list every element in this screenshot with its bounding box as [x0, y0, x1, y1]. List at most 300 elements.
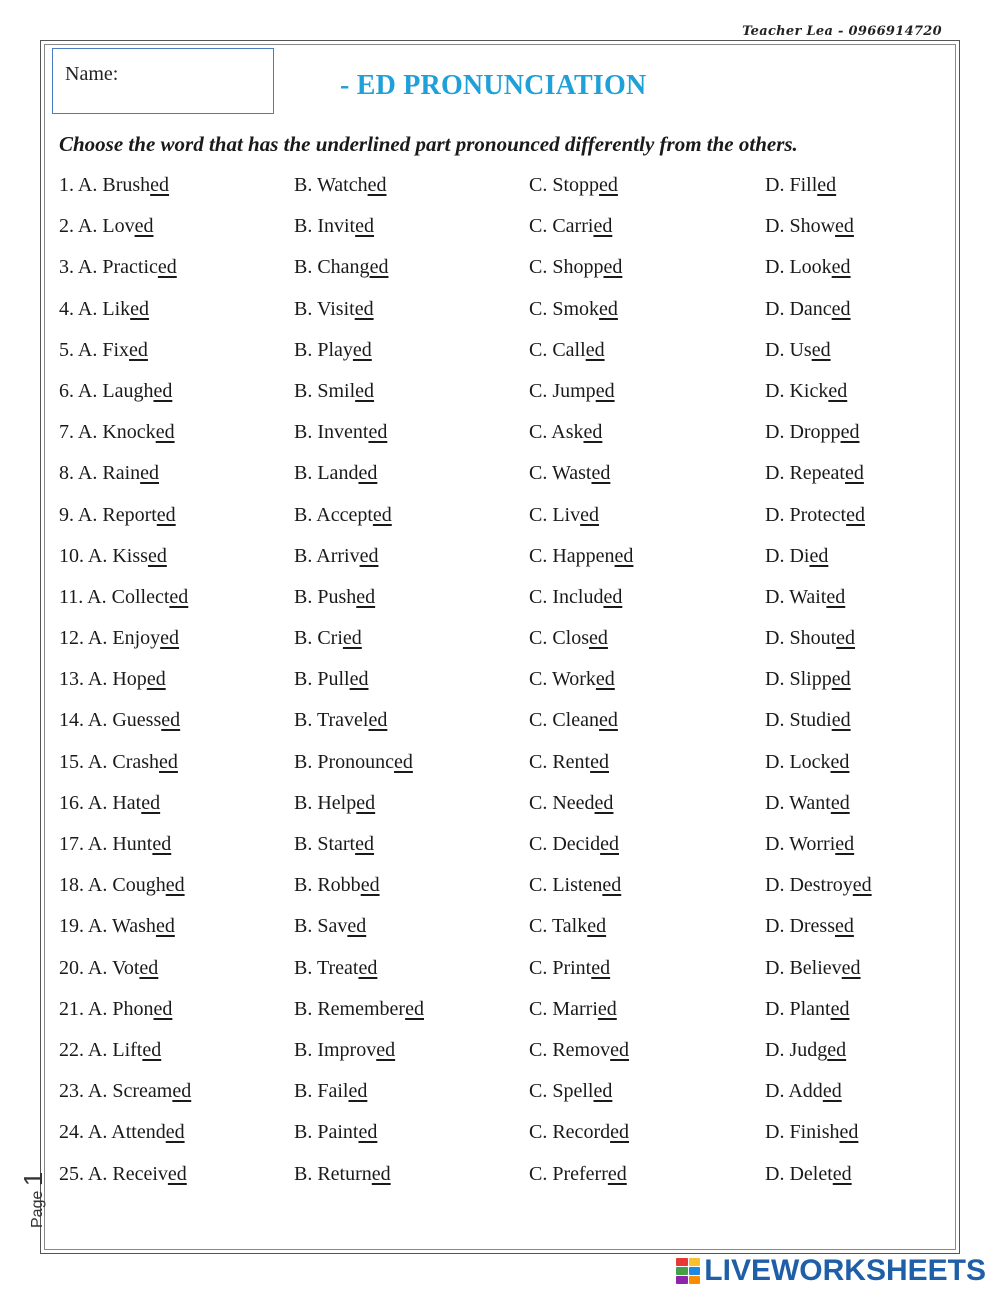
- option-d[interactable]: [765, 1039, 846, 1062]
- option-b[interactable]: [294, 545, 378, 568]
- option-letter: C.: [529, 627, 548, 650]
- option-a[interactable]: [59, 174, 169, 197]
- option-letter: C.: [529, 174, 548, 196]
- option-underlined-suffix: ed: [160, 627, 180, 650]
- option-letter: C.: [529, 1121, 548, 1144]
- option-letter: B.: [294, 503, 313, 526]
- option-letter: D.: [765, 1038, 785, 1061]
- option-letter: A.: [87, 874, 108, 897]
- option-word-stem: Pull: [317, 668, 350, 691]
- option-d[interactable]: [765, 668, 851, 691]
- option-letter: C.: [529, 833, 548, 855]
- option-underlined-suffix: ed: [150, 174, 170, 196]
- option-c[interactable]: [529, 792, 613, 815]
- option-word-stem: Sav: [317, 915, 348, 938]
- question-number: 24.: [59, 1121, 84, 1144]
- option-word-stem: Report: [102, 503, 157, 526]
- option-d[interactable]: [765, 1121, 858, 1144]
- option-letter: D.: [765, 215, 785, 238]
- option-c[interactable]: [529, 915, 606, 938]
- option-c[interactable]: [529, 957, 610, 980]
- option-b[interactable]: [294, 1163, 391, 1186]
- option-d[interactable]: [765, 1080, 842, 1103]
- option-c[interactable]: [529, 668, 615, 691]
- option-word-stem: Invent: [317, 421, 369, 444]
- option-word-stem: Delet: [789, 1162, 833, 1185]
- option-d[interactable]: [765, 256, 851, 279]
- option-letter: B.: [294, 750, 313, 773]
- option-c[interactable]: [529, 504, 599, 527]
- option-a[interactable]: [59, 627, 179, 650]
- option-word-stem: Robb: [317, 874, 361, 897]
- option-underlined-suffix: ed: [610, 1121, 629, 1144]
- option-word-stem: Decid: [552, 833, 601, 855]
- option-d[interactable]: [765, 751, 849, 774]
- option-d[interactable]: [765, 380, 847, 403]
- option-a[interactable]: [59, 462, 159, 485]
- option-word-stem: Add: [788, 1080, 823, 1103]
- option-word-stem: Improv: [317, 1038, 377, 1061]
- option-underlined-suffix: ed: [156, 503, 176, 526]
- option-letter: C.: [529, 585, 548, 608]
- option-word-stem: Receiv: [112, 1162, 168, 1185]
- option-word-stem: Shout: [789, 627, 837, 650]
- option-underlined-suffix: ed: [607, 1162, 627, 1185]
- option-b[interactable]: [294, 1080, 367, 1103]
- option-underlined-suffix: ed: [822, 1080, 842, 1103]
- option-letter: C.: [529, 503, 548, 526]
- option-word-stem: Guess: [112, 709, 162, 732]
- option-word-stem: Return: [317, 1162, 372, 1185]
- option-underlined-suffix: ed: [139, 956, 159, 979]
- option-letter: C.: [529, 338, 548, 361]
- question-number: 19.: [59, 915, 84, 938]
- option-word-stem: Lov: [102, 215, 135, 238]
- question-number: 1.: [59, 174, 74, 196]
- option-letter: D.: [765, 874, 785, 897]
- question-number: 23.: [59, 1080, 84, 1103]
- option-word-stem: Accept: [316, 503, 373, 526]
- question-row: [59, 462, 939, 503]
- option-b[interactable]: [294, 627, 362, 650]
- option-underlined-suffix: ed: [852, 874, 872, 897]
- option-c[interactable]: [529, 998, 617, 1021]
- option-underlined-suffix: ed: [356, 585, 376, 608]
- option-a[interactable]: [59, 545, 167, 568]
- option-b[interactable]: [294, 1039, 395, 1062]
- option-word-stem: Stopp: [552, 174, 600, 196]
- option-b[interactable]: [294, 256, 388, 279]
- option-letter: B.: [294, 1121, 313, 1144]
- option-underlined-suffix: ed: [589, 627, 608, 650]
- option-underlined-suffix: ed: [358, 1121, 378, 1144]
- option-word-stem: Wash: [112, 915, 156, 938]
- option-word-stem: Includ: [552, 585, 604, 608]
- question-row: [59, 627, 939, 668]
- option-c[interactable]: [529, 1163, 627, 1186]
- question-number: 17.: [59, 833, 84, 855]
- option-underlined-suffix: ed: [599, 709, 618, 732]
- option-underlined-suffix: ed: [159, 750, 178, 773]
- option-letter: B.: [294, 174, 313, 196]
- option-word-stem: Remember: [317, 997, 406, 1020]
- option-letter: C.: [529, 256, 548, 279]
- question-number: 18.: [59, 874, 84, 897]
- option-underlined-suffix: ed: [831, 256, 851, 279]
- option-word-stem: Visit: [316, 297, 355, 320]
- option-c[interactable]: [529, 256, 622, 279]
- option-underlined-suffix: ed: [811, 338, 831, 361]
- option-word-stem: Believ: [789, 956, 842, 979]
- option-d[interactable]: [765, 504, 865, 527]
- option-letter: B.: [294, 668, 313, 691]
- question-number: 20.: [59, 956, 84, 979]
- option-word-stem: Smil: [317, 379, 356, 402]
- option-underlined-suffix: ed: [394, 750, 413, 773]
- option-a[interactable]: [59, 1039, 161, 1062]
- option-d[interactable]: [765, 215, 854, 238]
- option-d[interactable]: [765, 421, 859, 444]
- option-word-stem: Hat: [112, 791, 142, 814]
- option-word-stem: Attend: [111, 1121, 166, 1144]
- option-letter: D.: [765, 668, 785, 691]
- option-underlined-suffix: ed: [358, 956, 378, 979]
- option-d[interactable]: [765, 298, 851, 321]
- option-a[interactable]: [59, 1121, 185, 1144]
- option-d[interactable]: [765, 957, 861, 980]
- option-a[interactable]: [59, 833, 171, 856]
- option-b[interactable]: [294, 298, 374, 321]
- option-word-stem: Treat: [316, 956, 359, 979]
- option-word-stem: Phon: [112, 997, 154, 1020]
- option-letter: B.: [294, 709, 313, 732]
- question-row: [59, 751, 939, 792]
- question-row: [59, 215, 939, 256]
- option-c[interactable]: [529, 751, 609, 774]
- name-field-box[interactable]: [52, 48, 274, 114]
- option-underlined-suffix: ed: [830, 750, 850, 773]
- question-row: [59, 1121, 939, 1162]
- option-underlined-suffix: ed: [580, 503, 600, 526]
- option-underlined-suffix: ed: [832, 1162, 852, 1185]
- option-underlined-suffix: ed: [369, 256, 389, 279]
- option-underlined-suffix: ed: [831, 297, 851, 320]
- option-underlined-suffix: ed: [355, 215, 375, 238]
- option-word-stem: Us: [789, 338, 812, 361]
- option-word-stem: Practic: [102, 256, 158, 279]
- option-b[interactable]: [294, 1121, 377, 1144]
- option-underlined-suffix: ed: [352, 338, 372, 361]
- option-letter: C.: [529, 1080, 548, 1103]
- option-underlined-suffix: ed: [169, 585, 189, 608]
- option-d[interactable]: [765, 915, 854, 938]
- option-word-stem: Preferr: [552, 1162, 608, 1185]
- option-word-stem: Finish: [789, 1121, 840, 1144]
- liveworksheets-logo: [676, 1254, 986, 1288]
- option-b[interactable]: [294, 957, 377, 980]
- option-d[interactable]: [765, 709, 851, 732]
- option-underlined-suffix: ed: [839, 1121, 859, 1144]
- question-number: 9.: [59, 503, 74, 526]
- option-letter: B.: [294, 338, 313, 361]
- option-letter: D.: [765, 1080, 785, 1103]
- option-letter: C.: [529, 1162, 548, 1185]
- option-letter: B.: [294, 1038, 313, 1061]
- option-word-stem: Wait: [789, 585, 827, 608]
- question-row: [59, 998, 939, 1039]
- option-word-stem: Talk: [551, 915, 588, 938]
- option-word-stem: Help: [317, 791, 357, 814]
- option-underlined-suffix: ed: [591, 462, 611, 485]
- option-a[interactable]: [59, 256, 177, 279]
- option-a[interactable]: [59, 792, 160, 815]
- option-b[interactable]: [294, 462, 377, 485]
- option-underlined-suffix: ed: [599, 297, 618, 320]
- option-letter: B.: [294, 791, 313, 814]
- option-b[interactable]: [294, 339, 372, 362]
- option-c[interactable]: [529, 1121, 629, 1144]
- option-b[interactable]: [294, 668, 368, 691]
- question-number: 25.: [59, 1162, 84, 1185]
- option-underlined-suffix: ed: [134, 215, 154, 238]
- option-a[interactable]: [59, 339, 148, 362]
- option-c[interactable]: [529, 833, 619, 856]
- option-letter: D.: [765, 462, 785, 485]
- question-row: [59, 256, 939, 297]
- option-word-stem: Clos: [552, 627, 590, 650]
- option-a[interactable]: [59, 1080, 191, 1103]
- option-d[interactable]: [765, 462, 864, 485]
- option-a[interactable]: [59, 998, 172, 1021]
- option-word-stem: Smok: [552, 297, 600, 320]
- option-a[interactable]: [59, 421, 175, 444]
- brand-text: LIVEWORKSHEETS: [704, 1254, 986, 1287]
- option-word-stem: Travel: [316, 709, 369, 732]
- option-underlined-suffix: ed: [597, 997, 617, 1020]
- option-underlined-suffix: ed: [348, 1080, 368, 1103]
- option-b[interactable]: [294, 504, 392, 527]
- option-letter: B.: [294, 544, 313, 567]
- option-letter: D.: [765, 833, 785, 855]
- option-letter: B.: [294, 1080, 313, 1103]
- question-number: 8.: [59, 462, 74, 485]
- option-letter: D.: [765, 709, 785, 732]
- question-row: [59, 298, 939, 339]
- option-c[interactable]: [529, 874, 621, 897]
- option-b[interactable]: [294, 586, 375, 609]
- question-number: 13.: [59, 668, 84, 691]
- option-letter: C.: [529, 874, 548, 897]
- option-letter: D.: [765, 421, 785, 444]
- option-underlined-suffix: ed: [809, 544, 829, 567]
- option-word-stem: Wast: [551, 462, 592, 485]
- option-a[interactable]: [59, 957, 158, 980]
- option-letter: A.: [87, 791, 108, 814]
- option-word-stem: Laugh: [102, 379, 154, 402]
- option-underlined-suffix: ed: [347, 915, 367, 938]
- option-letter: D.: [765, 1121, 785, 1144]
- question-row: [59, 833, 939, 874]
- option-b[interactable]: [294, 174, 386, 197]
- option-underlined-suffix: ed: [358, 462, 378, 485]
- option-word-stem: Di: [789, 544, 810, 567]
- option-a[interactable]: [59, 668, 166, 691]
- option-word-stem: Rent: [552, 750, 591, 773]
- option-d[interactable]: [765, 586, 845, 609]
- option-word-stem: Fix: [102, 338, 130, 361]
- option-underlined-suffix: ed: [835, 915, 854, 938]
- option-b[interactable]: [294, 380, 374, 403]
- option-c[interactable]: [529, 709, 618, 732]
- option-c[interactable]: [529, 1039, 629, 1062]
- option-d[interactable]: [765, 339, 831, 362]
- option-underlined-suffix: ed: [603, 585, 623, 608]
- option-word-stem: Vot: [112, 956, 140, 979]
- option-c[interactable]: [529, 627, 608, 650]
- option-underlined-suffix: ed: [614, 544, 634, 567]
- question-row: [59, 792, 939, 833]
- option-letter: C.: [529, 544, 548, 567]
- option-underlined-suffix: ed: [846, 503, 865, 526]
- option-letter: C.: [529, 791, 548, 814]
- option-a[interactable]: [59, 915, 175, 938]
- option-word-stem: Happen: [552, 544, 615, 567]
- option-word-stem: Kick: [789, 379, 829, 402]
- option-a[interactable]: [59, 751, 178, 774]
- option-d[interactable]: [765, 833, 854, 856]
- option-word-stem: Play: [317, 338, 353, 361]
- page-number-label: [18, 1172, 49, 1228]
- option-word-stem: Fill: [789, 174, 818, 196]
- option-c[interactable]: [529, 421, 602, 444]
- teacher-credit: Teacher Lea - 0966914720: [742, 24, 942, 39]
- option-word-stem: Need: [552, 791, 595, 814]
- option-letter: A.: [87, 585, 107, 608]
- option-c[interactable]: [529, 174, 618, 197]
- option-word-stem: Watch: [316, 174, 368, 196]
- option-word-stem: Fail: [317, 1080, 349, 1103]
- option-b[interactable]: [294, 215, 374, 238]
- option-word-stem: Judg: [789, 1038, 828, 1061]
- option-letter: A.: [87, 750, 108, 773]
- option-underlined-suffix: ed: [587, 915, 607, 938]
- option-d[interactable]: [765, 1163, 852, 1186]
- option-underlined-suffix: ed: [371, 1162, 391, 1185]
- logo-square: [676, 1258, 688, 1266]
- option-c[interactable]: [529, 298, 618, 321]
- option-letter: D.: [765, 791, 785, 814]
- option-d[interactable]: [765, 627, 855, 650]
- option-word-stem: Look: [789, 256, 832, 279]
- question-row: [59, 1080, 939, 1121]
- page-word: Page: [29, 1190, 46, 1228]
- option-underlined-suffix: ed: [130, 297, 150, 320]
- option-d[interactable]: [765, 174, 836, 197]
- question-number: 10.: [59, 544, 84, 567]
- option-letter: C.: [529, 956, 548, 979]
- option-letter: B.: [294, 421, 313, 444]
- option-letter: B.: [294, 874, 313, 897]
- option-d[interactable]: [765, 792, 850, 815]
- option-underlined-suffix: ed: [342, 627, 362, 650]
- option-letter: D.: [765, 997, 785, 1020]
- option-letter: A.: [77, 338, 98, 361]
- option-a[interactable]: [59, 709, 180, 732]
- question-number: 6.: [59, 379, 74, 402]
- option-word-stem: Danc: [789, 297, 832, 320]
- option-word-stem: Push: [317, 585, 357, 608]
- option-b[interactable]: [294, 833, 374, 856]
- option-letter: B.: [294, 915, 313, 938]
- option-letter: A.: [77, 297, 98, 320]
- option-c[interactable]: [529, 462, 610, 485]
- option-a[interactable]: [59, 504, 176, 527]
- option-word-stem: Jump: [552, 379, 596, 402]
- option-letter: A.: [87, 956, 108, 979]
- option-underlined-suffix: ed: [599, 174, 618, 196]
- option-letter: D.: [765, 503, 785, 526]
- option-letter: C.: [529, 709, 548, 732]
- option-word-stem: Remov: [552, 1038, 611, 1061]
- page-number: 1: [18, 1171, 48, 1187]
- option-a[interactable]: [59, 586, 188, 609]
- option-c[interactable]: [529, 1080, 612, 1103]
- option-underlined-suffix: ed: [153, 379, 173, 402]
- option-b[interactable]: [294, 792, 375, 815]
- option-b[interactable]: [294, 915, 366, 938]
- option-underlined-suffix: ed: [585, 338, 605, 361]
- option-b[interactable]: [294, 421, 387, 444]
- option-b[interactable]: [294, 874, 380, 897]
- option-d[interactable]: [765, 874, 872, 897]
- option-d[interactable]: [765, 545, 828, 568]
- option-a[interactable]: [59, 1163, 187, 1186]
- option-word-stem: Collect: [111, 585, 170, 608]
- option-letter: A.: [87, 1080, 108, 1103]
- question-number: 2.: [59, 215, 74, 238]
- option-word-stem: Lift: [112, 1038, 143, 1061]
- option-c[interactable]: [529, 586, 622, 609]
- option-letter: D.: [765, 544, 785, 567]
- option-letter: C.: [529, 379, 548, 402]
- option-c[interactable]: [529, 380, 615, 403]
- option-letter: A.: [87, 668, 108, 691]
- option-a[interactable]: [59, 380, 172, 403]
- option-a[interactable]: [59, 298, 149, 321]
- option-word-stem: Listen: [552, 874, 603, 897]
- option-underlined-suffix: ed: [152, 833, 172, 855]
- option-letter: B.: [294, 585, 313, 608]
- option-underlined-suffix: ed: [591, 956, 611, 979]
- option-c[interactable]: [529, 545, 633, 568]
- option-underlined-suffix: ed: [827, 1038, 847, 1061]
- option-b[interactable]: [294, 998, 424, 1021]
- option-letter: C.: [529, 215, 548, 238]
- option-underlined-suffix: ed: [368, 709, 388, 732]
- option-b[interactable]: [294, 751, 413, 774]
- question-number: 3.: [59, 256, 74, 279]
- option-a[interactable]: [59, 874, 185, 897]
- option-a[interactable]: [59, 215, 153, 238]
- option-c[interactable]: [529, 339, 605, 362]
- option-letter: B.: [294, 215, 313, 238]
- option-word-stem: Dress: [789, 915, 835, 938]
- option-c[interactable]: [529, 215, 612, 238]
- option-b[interactable]: [294, 709, 387, 732]
- option-d[interactable]: [765, 998, 849, 1021]
- option-letter: D.: [765, 338, 785, 361]
- option-underlined-suffix: ed: [147, 544, 167, 567]
